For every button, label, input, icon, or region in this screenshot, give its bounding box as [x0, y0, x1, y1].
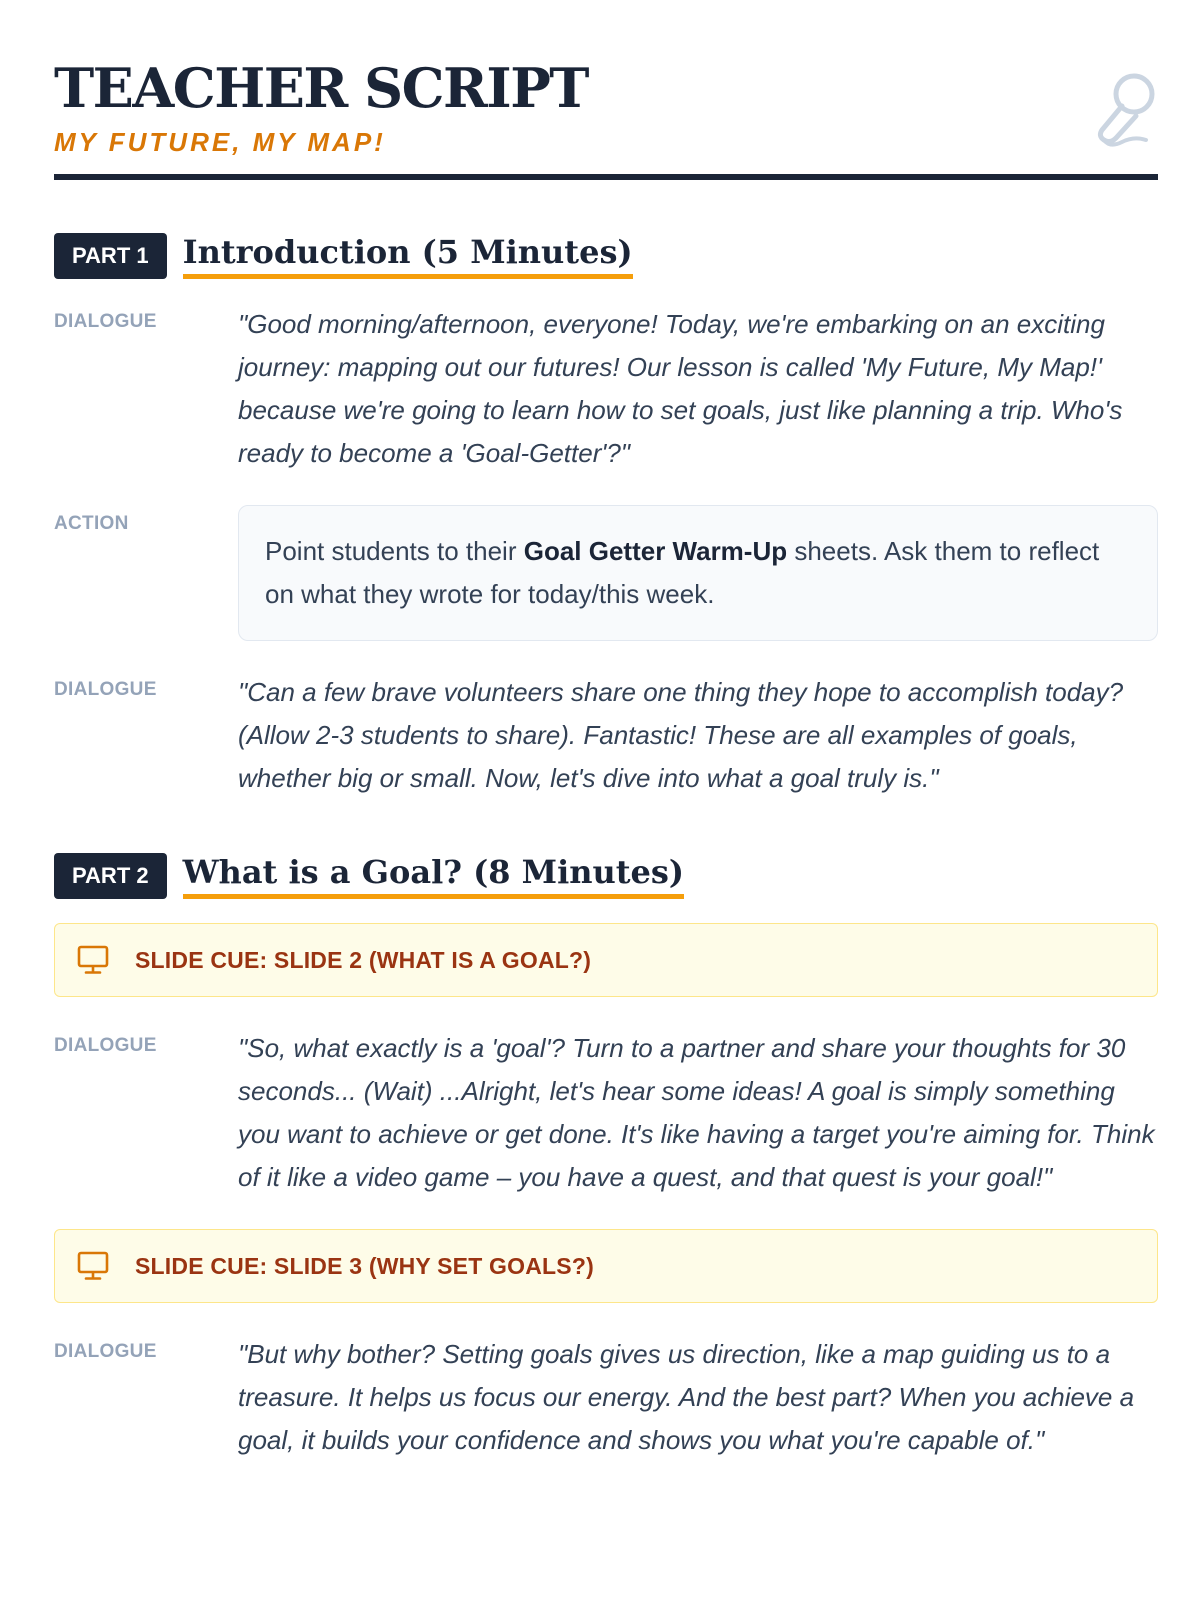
action-text-bold: Goal Getter Warm-Up: [523, 536, 788, 566]
dialogue-row: [54, 671, 1158, 800]
part-header: [54, 852, 1158, 899]
slide-cue-text: SLIDE CUE: SLIDE 3 (WHY SET GOALS?): [135, 1252, 594, 1279]
part-2-section: [54, 852, 1158, 1462]
dialogue-label: DIALOGUE: [54, 1341, 157, 1362]
header-divider: [54, 174, 1158, 180]
part-1-section: [54, 232, 1158, 800]
part-badge: PART 1: [54, 233, 167, 279]
slide-cue-text: SLIDE CUE: SLIDE 2 (WHAT IS A GOAL?): [135, 946, 592, 973]
page-header: [54, 52, 1158, 174]
dialogue-text: "So, what exactly is a 'goal'? Turn to a partner and share your thoughts for 30 seconds... (Wait) ...Alright, let's hear some ideas! A goal is simply something you want to achieve or get done. It's like having a target you're aiming for. Think of it like a video game – you have a quest, and that quest is your goal!": [238, 1033, 1155, 1192]
dialogue-text: "But why bother? Setting goals gives us direction, like a map guiding us to a treasure. It helps us focus our energy. And the best part? When you achieve a goal, it builds your confidence and shows you what you're capable of.": [238, 1339, 1135, 1455]
slide-cue: [54, 923, 1158, 997]
dialogue-text: "Can a few brave volunteers share one thing they hope to accomplish today? (Allow 2-3 students to share). Fantastic! These are all examples of goals, whether big or small. Now, let's dive into what a goal truly is.": [238, 677, 1124, 793]
action-text-before: Point students to their: [265, 536, 524, 566]
action-box: [238, 505, 1158, 641]
dialogue-row: [54, 1333, 1158, 1462]
action-text-after: sheets. Ask them to reflect on what they wrote for today/this week.: [265, 536, 1100, 609]
page-subtitle: MY FUTURE, MY MAP!: [54, 127, 386, 157]
dialogue-row: [54, 303, 1158, 475]
page-title: TEACHER SCRIPT: [54, 56, 588, 120]
dialogue-label: DIALOGUE: [54, 679, 157, 700]
part-title: Introduction (5 Minutes): [183, 232, 633, 279]
part-header: [54, 232, 1158, 279]
dialogue-label: DIALOGUE: [54, 311, 157, 332]
slide-cue: [54, 1229, 1158, 1303]
dialogue-text: "Good morning/afternoon, everyone! Today, we're embarking on an exciting journey: mapping out our futures! Our lesson is called 'My Future, My Map!' because we're going to learn how to set goals, just like planning a trip. Who's ready to become a 'Goal-Getter'?": [238, 309, 1123, 468]
part-title: What is a Goal? (8 Minutes): [183, 852, 684, 899]
monitor-icon: [77, 1251, 109, 1281]
dialogue-row: [54, 1027, 1158, 1199]
monitor-icon: [77, 945, 109, 975]
microphone-icon: [1092, 70, 1158, 150]
dialogue-label: DIALOGUE: [54, 1035, 157, 1056]
part-badge: PART 2: [54, 853, 167, 899]
action-label: ACTION: [54, 513, 129, 534]
action-row: [54, 505, 1158, 641]
